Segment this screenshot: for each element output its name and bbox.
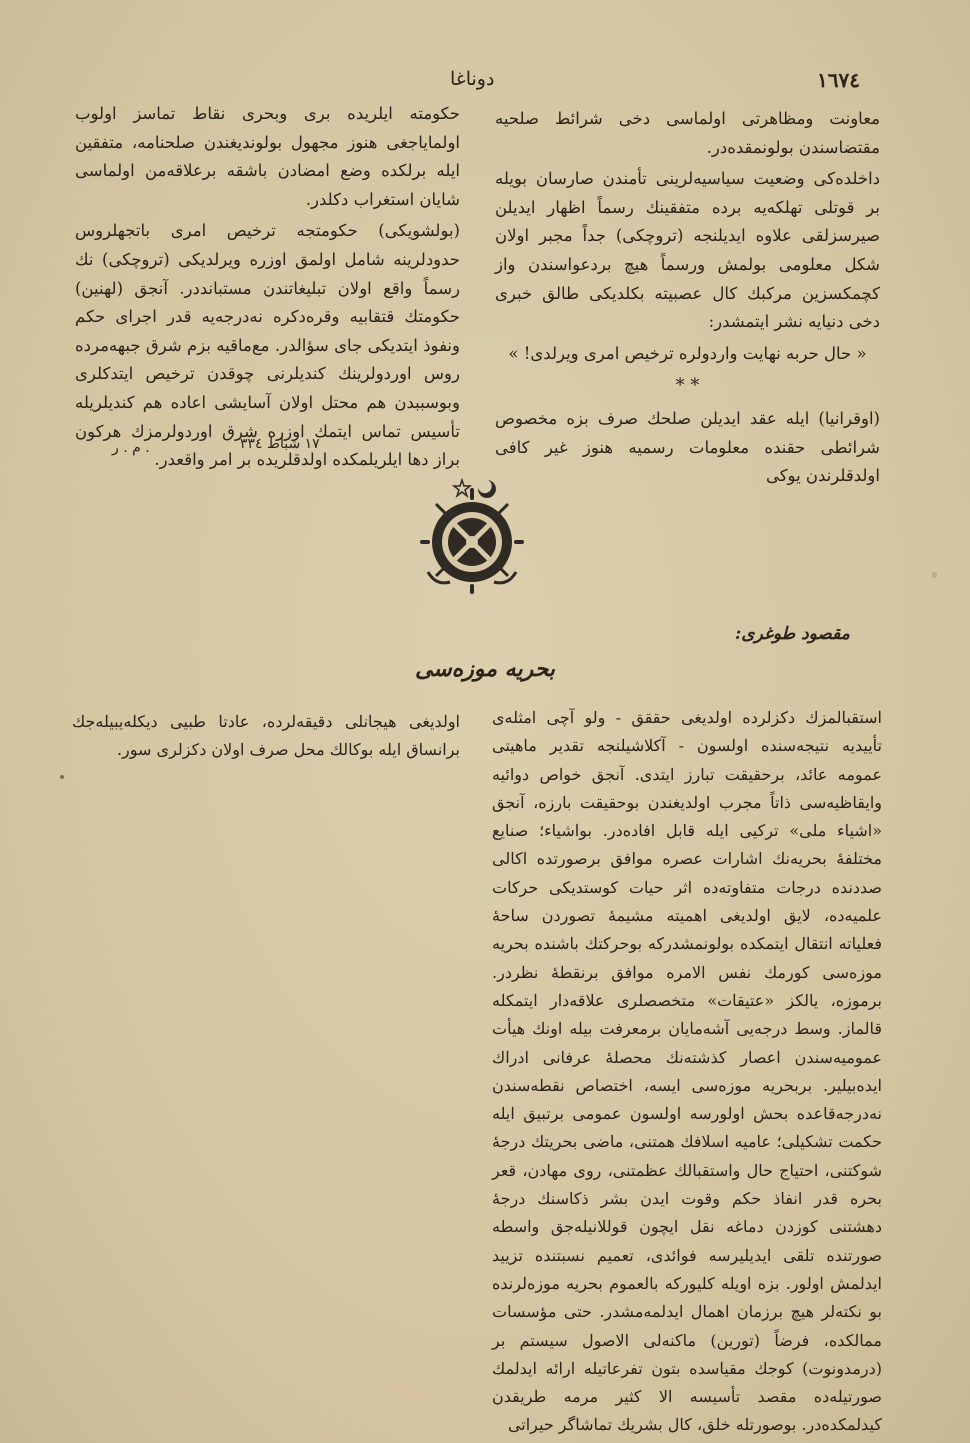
top-right-column — [495, 105, 880, 494]
article-date: ١٧ شباط ٣٣٤ — [240, 436, 320, 452]
paragraph: داخلده‌كى وضعيت سياسيه‌لرينى تأمندن صارسان بويله بر قوتلى تهلكه‌يه برده متفقينك رسماً اظهار ايديلن صيرسزلقى علاوه ايديلنجه (تروچكى) جداً مجبر اولان شكل معلومى بولمش ورسماً هيچ بردعواسندن واز كچمكسزين مركبك كال عصبيته بكلديكى طالق خبرى دخى دنيايه نشر ايتمشدر: — [495, 169, 880, 332]
article-author: مقصود طوغرى: — [735, 624, 850, 644]
paragraph: استقبالمزك دكزلرده اولديغى حققق - ولو آچى امثله‌ى تأييديه نتيجه‌سنده اولسون - آكلاشيلنجه تقدير ماهيتى عمومه عائد، برحقيقت تبارز ايتدى. آنجق خواص دوائيه وايقاظيه‌سى ذاتاً مجرب اولديغندن بوحقيقت بارزه، آنجق «اشياء ملى» تركيى ايله قابل افاده‌در. بواشياء؛ صنايع مختلفهٔ بحريه‌نك اشارات عصره موافق برصورتده اكالى صددنده درجات متفاوته‌ده اثر حيات كوستديكى حركات علميه‌ده، لايق اولديغى اهميته مشيمهٔ تصوردن ساحهٔ فعلياته انتقال ايتمكده بولونمشدركه بوحركتك باشنده بحريه موزه‌سى كورمك نفس الامره موافق برنقطهٔ نظردر. برموزه، يالكز «عتيقات» متخصصلرى علاقه‌دار ايتمكله قالماز. وسط درجه‌يى آشه‌مايان برمعرفت بيله اونك هيأت عموميه‌سندن اعصار كذشته‌نك محصلهٔ عرفانى ادراك ايده‌بيلير. بربحريه موزه‌سى ايسه، اختصاص نقطه‌سندن نه‌درجه‌قاعده بحش اولورسه اولسون عمومى برتبيق ايله حكمت تشكيلى؛ عاميه اسلافك همتنى، ماضى بحريتك درجهٔ شوكتنى، احتياج حال واستقبالك عظمتنى، روى مهادن، قعر بحره قدر انفاذ حكم وقوت ايدن بشر ذكاسنك درجهٔ دهشتنى كوزدن دماغه نقل ايچون قوللانيله‌جق واسطه صورتنده تلقى ايديليرسه فوائدى، تعميم نسبتنده تزييد ايدلمش اولور. بزه اويله كليوركه بالعموم بحريه موزه‌لرنده بو نكته‌لر هيچ برزمان اهمال ايدلمه‌مشدر. حتى مؤسسات ممالكده، فرضاً (تورين) ماكنه‌لى الاصول سيستم بر (درمدونوت) كوجك مقياسده بتون تفرعاتيله ارائه ايدلمك صورتيله‌ده مقصد تأسيسه الا كثير مرمه طريقدن كيدلمكده‌در. بوصورتله خلق، كال بشريك تماشاگر حيراتى — [492, 708, 882, 1435]
naval-anchor-wheel-emblem-icon — [416, 476, 528, 594]
paragraph: (بولشويكى) حكومتجه ترخيص امرى باتجهلروس حدودلرينه شامل اولمق اوزره ويرلديكى (تروچكى) نك رسماً واقع اولان تبليغاتندن مستبانددر. آنجق (لهنين) حكومتك قتقابيه وقره‌دكره نه‌درجه‌يه قدر اجراى حكم ونفوذ ايتديكى جاى سؤالدر. مع‌ماقيه بزم شرق جبهه‌مرده روس اوردولرينك كنديلرنى چوقدن ترخيص ايتدكلرى وبوسببدن هم محتل اولان آسايشى اعاده هم كنديلريله تأسيس تماس ايتمك اوزره شرق اوردولرمزك هركون براز دها ايلريلمكده اولدقلريده بر امر واقعدر. — [75, 221, 460, 470]
separator-stars: * * — [675, 375, 700, 397]
paragraph: معاونت ومظاهرتى اولماسى دخى شرائط صلحيه مقتضاسندن بولونمقده‌در. — [495, 109, 880, 157]
journal-title: دوناغا — [450, 68, 495, 90]
page-number: ١٦٧٤ — [817, 68, 860, 92]
top-left-column — [75, 100, 460, 478]
paragraph: (اوقرانيا) ايله عقد ايديلن صلحك صرف بزه مخصوص شرائطى حقنده معلومات رسميه هنوز غير كافى اولدقلرندن يوكى — [495, 408, 880, 486]
article-title: بحريه موزه‌سى — [414, 656, 556, 682]
paper-speck — [60, 775, 64, 779]
author-initials: م . ر . — [112, 440, 150, 456]
page-header — [70, 68, 880, 98]
paragraph: حكومته ايلريده برى وبحرى نقاط تماسز اولوب اولماياجغى هنوز مجهول بولونديغندن صلحنامه، متفقين ايله برلكده وضع امضادن باشقه برعلاقه‌من اولماسى شايان استغراب دكلدر. — [75, 104, 460, 209]
article-right-column — [492, 704, 882, 1443]
article-left-column — [72, 708, 460, 768]
quote: « حال حربه نهايت واردولره ترخيص امرى ويرلدى! » — [508, 343, 867, 363]
paper-speck — [932, 572, 937, 578]
paragraph: اولديغى هيجانلى دقيقه‌لرده، عادتا طبيى ديكله‌يبيله‌جك برانساق ايله بوكالك محل صرف اولان دكزلرى سور. — [72, 712, 460, 760]
